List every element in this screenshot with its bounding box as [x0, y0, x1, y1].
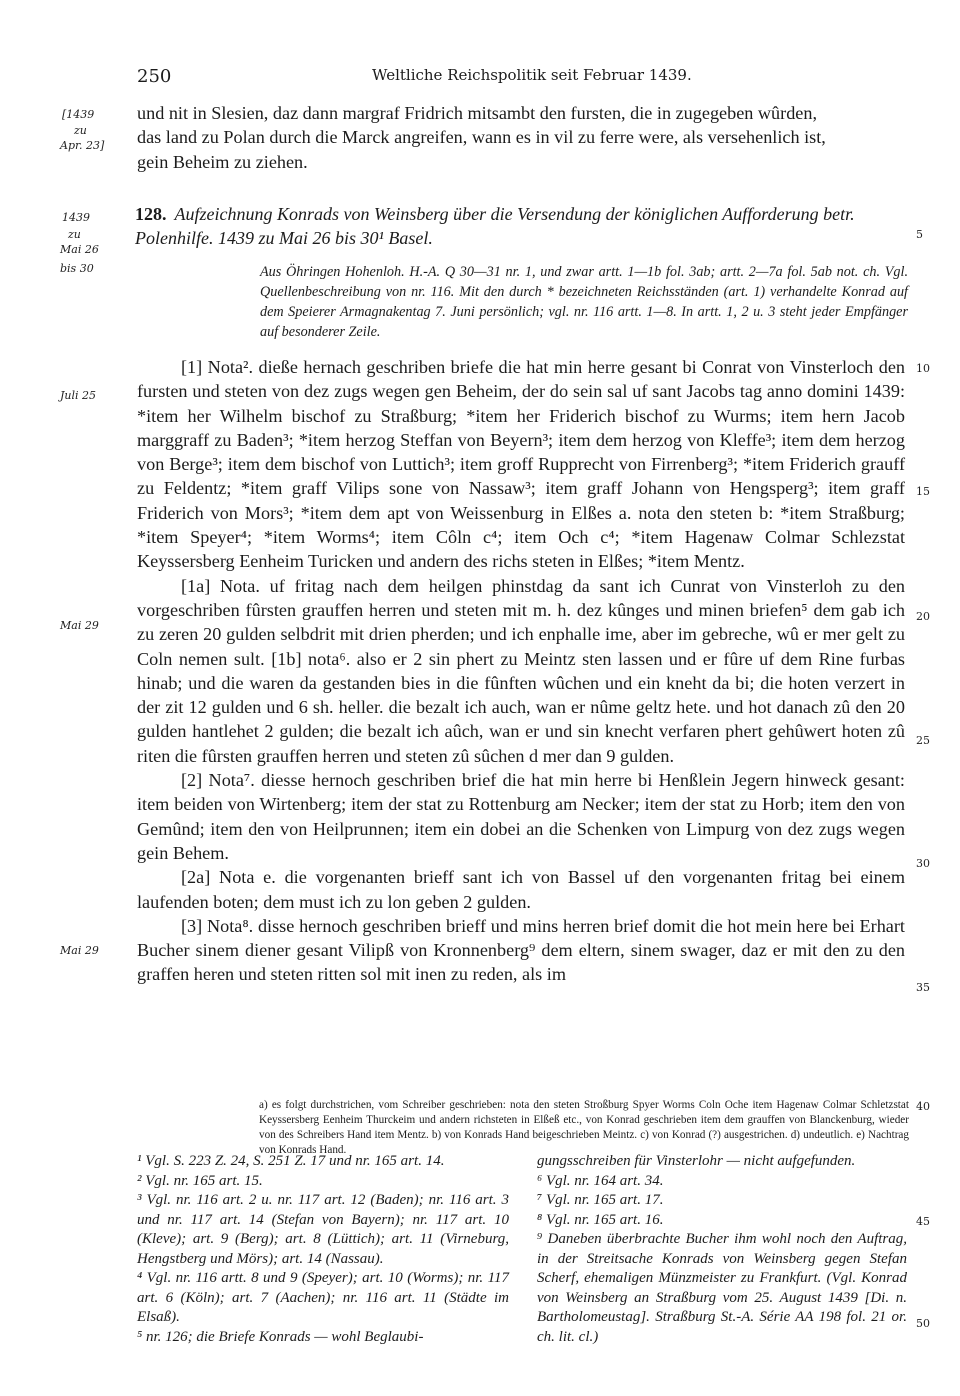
text-line: und nit in Slesien, daz dann margraf Fridrich mitsambt den fursten, die in zugegeben wûrden, — [137, 103, 818, 123]
margin-date-mai29: Mai 29 — [60, 619, 99, 632]
margin-date-range-start: [1439 — [62, 108, 95, 121]
line-number: 45 — [916, 1215, 930, 1228]
margin-date-juli25: Juli 25 — [60, 389, 97, 402]
source-note: Aus Öhringen Hohenloh. H.-A. Q 30—31 nr. 1, und zwar artt. 1—1b fol. 3ab; artt. 2—7a fol. 5ab not. ch. Vgl. Quellenbeschreibung von nr. 116. Mit den durch * bezeichneten Reichsständen (art. 1) verhandelte Konrad auf dem Speierer Armagnakentag 7. Juni persönlich; vgl. nr. 116 artt. 1—8. In artt. 1, 2 u. 3 steht jeder Empfänger auf besonderer Zeile. — [260, 264, 908, 340]
paragraph-2: [2] Nota⁷. diesse hernoch geschriben brief die hat min herre bi Henßlein Jegern hinweck gesant: item beiden von Wirtenberg; item der stat zu Rottenburg am Necker; item der stat zu Horb; item den von Gemûnd; item den von Heilprunnen; item ein dobei an die Schenken von Limpurg von dez zugs wegen gein Behem. — [137, 770, 905, 863]
footnotes-left-column — [137, 1152, 509, 1347]
paragraph-1a: [1a] Nota. uf fritag nach dem heilgen phinstdag da sant ich Cunrat von Vinsterloh zu den vorgeschriben fûrsten grauffen herren und steten mit m. h. dez kûnges und minen briefen⁵ dem gab ich zu zeren 20 gulden selbdrit mit drien pherden; und ich enphalle ime, aber im gebreche, wû er mer gelt zu Coln nemen sult. [1b] nota⁶. also er 2 sin phert zu Meintz sten lassen und er fûre uf dem Rine furbas hinab; und die waren da gestanden bies in die fûnften wûchen und ein kneht da bi; die hoten verzert in der zit 12 gulden und 6 sh. heller. die bezalt ich auch, wan er nûme geltz hete. und hot danach zû den 20 gulden hantlehet 2 gulden; die bezalt ich aûch, wan er und sin knecht verfaren phert gehûwert hoten zû riten die fûrsten grauffen herren und steten zû sûchen d mer dan 9 gulden. — [137, 575, 905, 766]
margin-date-zu: zu — [74, 124, 87, 137]
text-line: das land zu Polan durch die Marck angreifen, wann es in vil zu ferre were, als versehenlich ist, — [137, 127, 826, 148]
margin-doc-year: 1439 — [62, 211, 90, 224]
document-title: Aufzeichnung Konrads von Weinsberg über die Versendung der königlichen Aufforderung betr. Polenhilfe. 1439 zu Mai 26 bis 30¹ Basel. — [135, 204, 855, 248]
margin-date-range-end: Apr. 23] — [60, 139, 105, 152]
document-number: 128. — [135, 204, 167, 224]
margin-doc-date-end: bis 30 — [60, 262, 94, 275]
footnote: ⁸ Vgl. nr. 165 art. 16. — [537, 1211, 664, 1228]
line-number: 35 — [916, 981, 930, 994]
main-text — [137, 355, 905, 987]
paragraph-2a: [2a] Nota e. die vorgenanten brieff sant ich von Bassel uf den vorgenanten fritag bei einem laufenden boten; dem must ich zu lon geben 2 gulden. — [137, 867, 905, 912]
footnote: ⁴ Vgl. nr. 116 artt. 8 und 9 (Speyer); art. 10 (Worms); nr. 117 art. 6 (Köln); art. 7 (Aachen); nr. 116 art. 11 (Städte im Elsaß). — [137, 1270, 509, 1325]
margin-date-mai29-second: Mai 29 — [60, 944, 99, 957]
line-number: 10 — [916, 362, 930, 375]
line-number: 30 — [916, 857, 930, 870]
line-number: 50 — [916, 1317, 930, 1330]
line-number: 25 — [916, 734, 930, 747]
footnote: gungsschreiben für Vinsterlohr — nicht aufgefunden. — [537, 1153, 856, 1169]
footnote: ³ Vgl. nr. 116 art. 2 u. nr. 117 art. 12 (Baden); nr. 116 art. 3 und nr. 117 art. 14 (Stefan von Bayern); nr. 117 art. 10 (Kleve); art. 9 (Berg); art. 8 (Lüttich); art. 11 (Virneburg, Hengstberg und Mörs); art. 14 (Nassau). — [137, 1192, 509, 1267]
paragraph-3: [3] Nota⁸. disse hernoch geschriben brieff und mins herren brief domit die hot mein here bei Erhart Bucher sinem diener gesant Vilipß von Kronnenberg⁹ dem eltern, sinem swager, daz er mit den zu den graffen heren und steten ritten sol mit inen zu reden, als im — [137, 915, 905, 985]
footnote: ⁷ Vgl. nr. 165 art. 17. — [537, 1192, 664, 1208]
text-line: gein Beheim zu ziehen. — [137, 151, 308, 172]
line-number: 5 — [916, 228, 923, 241]
paragraph-1: [1] Nota². dieße hernach geschriben briefe die hat min herre gesant bi Conrat von Vinsterloch den fursten und steten von dez zugs wegen gen Beheim, der do sein sal uf sant Jacobs tag anno domini 1439: *item her Wilhelm bischof zu Straßburg; *item her Friderich bischof zu Wurms; item hern Jacob marggraff zu Baden³; *item herzog Steffan von Beyern³; item dem herzog von Kleffe³; item dem herzog von Berge³; item dem bischof von Luttich³; item groff Rupprecht von Firrenberg³; *item Friderich grauff zu Feldentz; *item graff Vilips sone von Nassaw³; item graff Johann von Hengsperg³; item graff Friderich von Mors³; *item dem apt von Weissenburg in Elßes a. nota den steten b: *item Straßburg; *item Speyer⁴; *item Worms⁴; item Côln c⁴; item Och c⁴; *item Hagenaw Colmar Schlezstat Keyssersberg Eenheim Turicken und andern des richs steten in Elßes; *item Mentz. — [137, 357, 905, 572]
page-header — [0, 66, 960, 90]
running-title: Weltliche Reichspolitik seit Februar 1439. — [372, 66, 692, 84]
document-heading — [135, 202, 910, 250]
footnote: ² Vgl. nr. 165 art. 15. — [137, 1172, 263, 1189]
margin-doc-date: Mai 26 — [60, 243, 99, 256]
footnote: ⁶ Vgl. nr. 164 art. 34. — [537, 1172, 664, 1189]
margin-doc-zu: zu — [68, 228, 81, 241]
footnote: ¹ Vgl. S. 223 Z. 24, S. 251 Z. 17 und nr. 165 art. 14. — [137, 1153, 445, 1169]
critical-apparatus: a) es folgt durchstrichen, vom Schreiber geschrieben: nota den steten Stroßburg Spyer Worms Coln Oche item Hagenaw Colmar Schletzstat Keyssersberg Eenheim Thurckeim und andern richsteten in Elßeß etc., von Konrad geschrieben item dem grauffen von Blanckenburg, wieder von des Schreibers Hand item Mentz. b) von Konrads Hand beigeschrieben Meintz. c) von Konrad (?) ausgestrichen. d) undeutlich. e) Nachtrag von Konrads Hand. — [259, 1099, 909, 1156]
footnote: ⁵ nr. 126; die Briefe Konrads — wohl Beglaubi- — [137, 1328, 424, 1345]
line-number: 40 — [916, 1100, 930, 1113]
line-number: 15 — [916, 485, 930, 498]
continuation-text — [137, 101, 905, 174]
footnotes-right-column — [537, 1152, 907, 1347]
line-number: 20 — [916, 610, 930, 623]
footnote: ⁹ Daneben überbrachte Bucher ihm wohl noch den Auftrag, in der Streitsache Konrads von Weinsberg gegen Stefan Scherf, ehemaligen Münzmeister zu Frankfurt. (Vgl. Konrad von Weinsberg an Straßburg vom 25. August 1439 [Di. n. Bartholomeustag]. Straßburg St.-A. Série AA 198 fol. 21 or. ch. lit. cl.) — [537, 1231, 907, 1345]
page-number: 250 — [137, 66, 172, 87]
